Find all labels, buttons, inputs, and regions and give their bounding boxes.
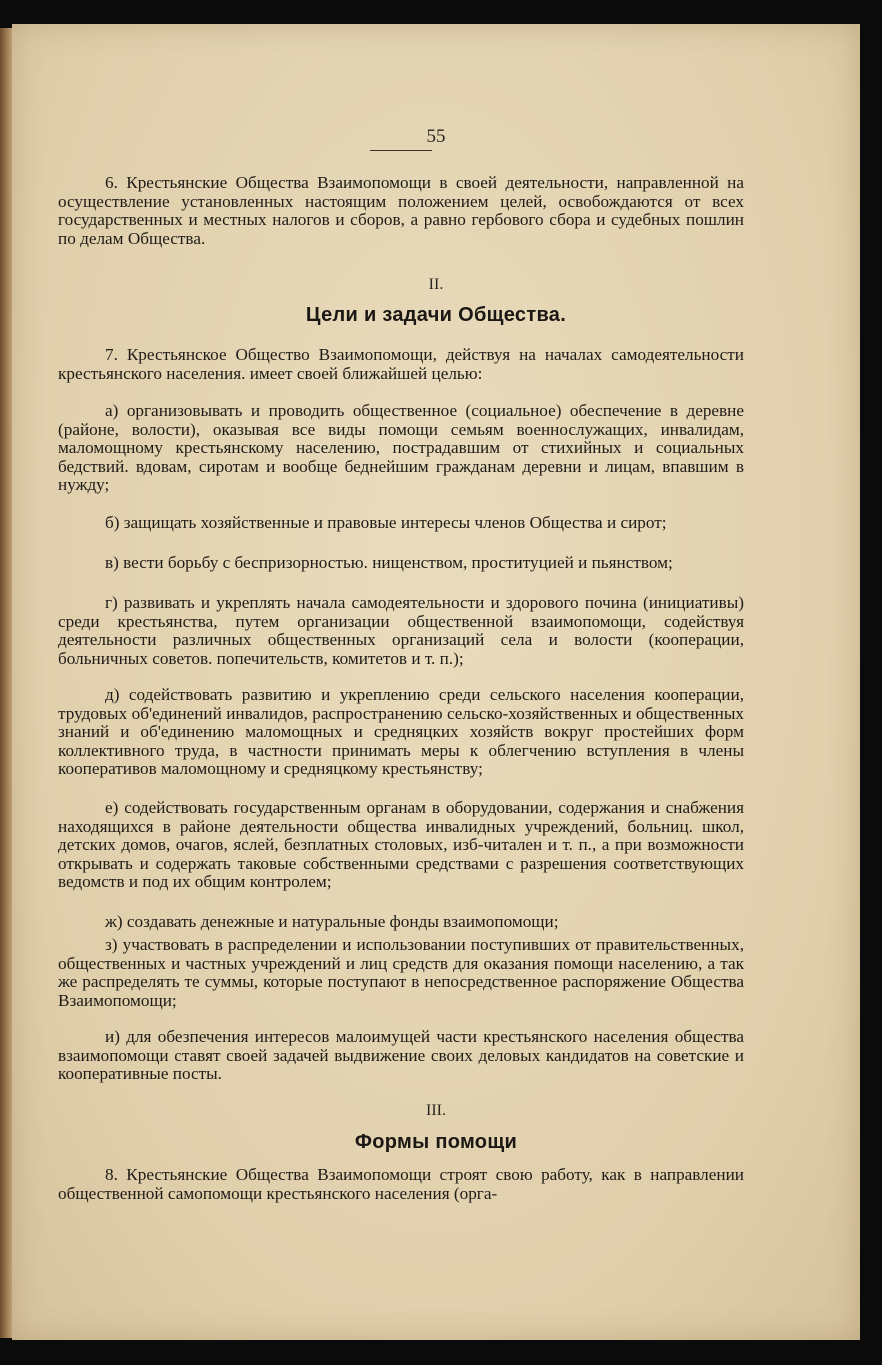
paragraph-6: 6. Крестьянские Общества Взаимопомощи в своей деятельности, направленной на осуществление установленных настоящим положением целей, освобождаются от всех государственных и местных налогов и сборов, а равно гербового сбора и судебных пошлин по делам Общества. <box>58 173 744 248</box>
page-number: 55 <box>426 126 446 147</box>
list-item-e: е) содействовать государственным органам в оборудовании, содержания и снабжения находящихся в районе деятельности общества инвалидных учреждений, больниц. школ, детских домов, очагов, яслей, безплатных столовых, изб-читален и т. п., а при возможности открывать и содержать таковые собственными средствами с разрешения соответствующих ведомств и под их общим контролем; <box>58 798 744 891</box>
list-item-v: в) вести борьбу с беспризорностью. нищенством, проституцией и пьянством; <box>105 553 673 572</box>
list-item-b: б) защищать хозяйственные и правовые интересы членов Общества и сирот; <box>105 513 667 532</box>
list-item-zh: ж) создавать денежные и натуральные фонды взаимопомощи; <box>105 912 559 931</box>
section-3-title: Формы помощи <box>354 1131 518 1153</box>
page-number-rule <box>370 150 432 151</box>
paragraph-7-intro: 7. Крестьянское Общество Взаимопомощи, действуя на началах самодеятельности крестьянского населения. имеет своей ближайшей целью: <box>58 345 744 383</box>
section-2-numeral: II. <box>428 276 444 293</box>
section-3-numeral: III. <box>426 1102 446 1119</box>
section-2-title: Цели и задачи Общества. <box>305 304 567 326</box>
list-item-i: и) для обезпечения интересов малоимущей части крестьянского населения общества взаимопомощи ставят своей задачей выдвижение своих деловых кандидатов на советские и кооперативные посты. <box>58 1027 744 1083</box>
list-item-d: д) содействовать развитию и укреплению среди сельского населения кооперации, трудовых об'единений инвалидов, распространению сельско-хозяйственных и общественных знаний и об'единению маломощных и средняцких хозяйств вокруг простейших форм коллективного труда, в частности принимать меры к облегчению вступления в члены кооперативов маломощному и средняцкому крестьянству; <box>58 685 744 778</box>
list-item-a: а) организовывать и проводить общественное (социальное) обеспечение в деревне (районе, волости), оказывая все виды помощи семьям военнослужащих, инвалидам, маломощному крестьянскому населению, пострадавшим от стихийных и социальных бедствий. вдовам, сиротам и вообще беднейшим гражданам деревни и лицам, впавшим в нужду; <box>58 401 744 494</box>
paragraph-8: 8. Крестьянские Общества Взаимопомощи строят свою работу, как в направлении общественной самопомощи крестьянского населения (орга- <box>58 1165 744 1203</box>
document-page <box>12 24 860 1340</box>
list-item-g: г) развивать и укреплять начала самодеятельности и здорового почина (инициативы) среди крестьянства, путем организации общественной взаимопомощи, содействуя деятельности различных общественных организаций села и волости (кооперации, больничных советов. попечительств, комитетов и т. п.); <box>58 593 744 668</box>
list-item-z: з) участвовать в распределении и использовании поступивших от правительственных, общественных и частных учреждений и лиц средств для оказания помощи населению, а так же распределять те суммы, которые поступают в непосредственное распоряжение Общества Взаимопомощи; <box>58 935 744 1010</box>
